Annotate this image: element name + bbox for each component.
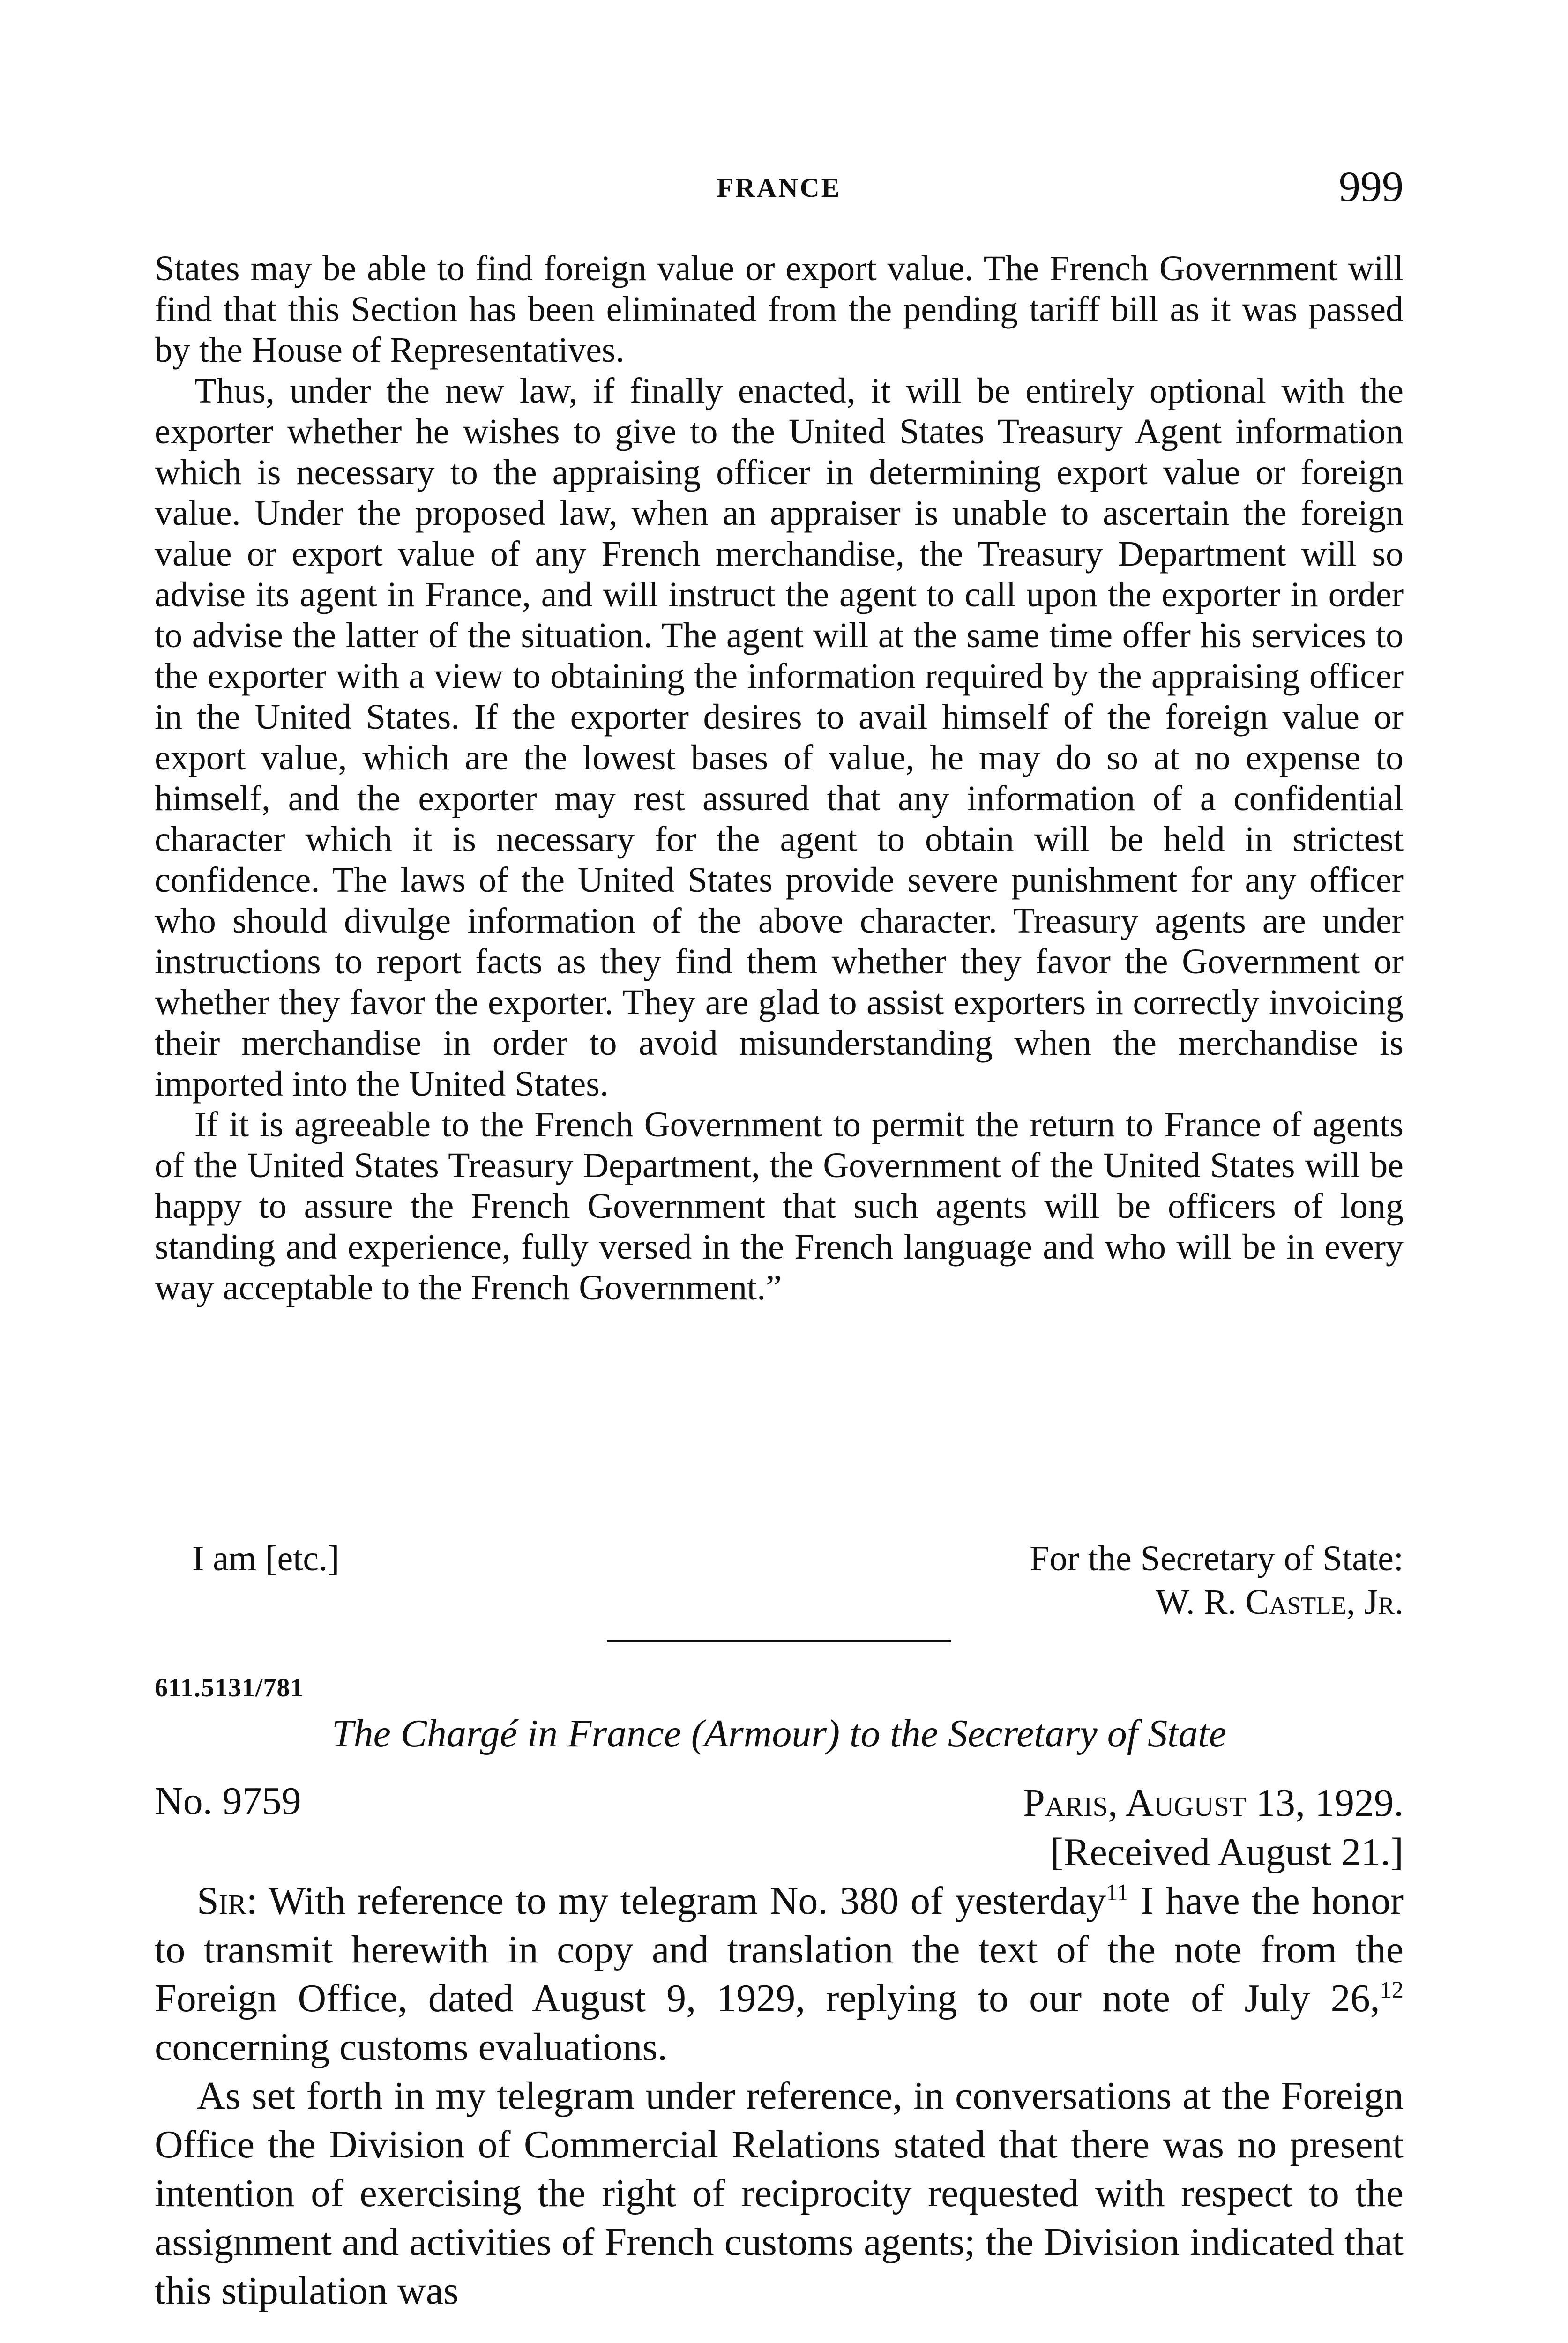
closing-text: I am [etc.] (192, 1539, 340, 1578)
letter-p1-part-c: concerning customs evaluations. (155, 2025, 668, 2069)
dateline (1023, 1778, 1404, 1877)
quoted-paragraph-2: Thus, under the new law, if finally enacted, it will be entirely optional with the exporter whether he wishes to give to the United States Treasury Agent information which is necessary to the appraising officer in determining export value or foreign value. Under the proposed law, when an appraiser is unable to ascertain the foreign value or export value of any French merchandise, the Treasury Department will so advise its agent in France, and will instruct the agent to call upon the exporter in order to advise the latter of the situation. The agent will at the same time offer his services to the exporter with a view to obtaining the information required by the appraising officer in the United States. If the exporter desires to avail himself of the foreign value or export value, which are the lowest bases of value, he may do so at no expense to himself, and the exporter may rest assured that any information of a confidential character which it is necessary for the agent to obtain will be held in strictest confidence. The laws of the United States provide severe punishment for any officer who should divulge information of the above character. Treasury agents are under instructions to report facts as they find them whether they favor the Government or whether they favor the exporter. They are glad to assist exporters in correctly invoicing their merchandise in order to avoid misunderstanding when the merchandise is imported into the United States. (155, 371, 1404, 1104)
footnote-ref-11[interactable]: 11 (1106, 1879, 1129, 1905)
place-date: Paris, August 13, 1929. (1023, 1781, 1404, 1825)
document-title: The Chargé in France (Armour) to the Secretary of State (331, 1712, 1227, 1755)
letter-paragraph-2: As set forth in my telegram under reference, in conversations at the Foreign Office the Division of Commercial Relations stated that there was no present intention of exercising the right of reciprocity requested with respect to the assignment and activities of French customs agents; the Division indicated that this stipulation was (155, 2074, 1404, 2313)
letter-p1-part-a: : With reference to my telegram No. 380 of yesterday (246, 1879, 1106, 1923)
footnote-ref-12[interactable]: 12 (1380, 1977, 1404, 2003)
signature-block (155, 1537, 1404, 1626)
letter-body (155, 1877, 1404, 2315)
running-title: FRANCE (717, 172, 842, 203)
file-number: 611.5131/781 (155, 1673, 304, 1702)
page-number: 999 (1339, 163, 1404, 210)
salutation: Sir (197, 1879, 246, 1923)
signature-for-line: For the Secretary of State: (1030, 1539, 1404, 1578)
quoted-paragraph-3: If it is agreeable to the French Government to permit the return to France of agents of the United States Treasury Department, the Government of the United States will be happy to assure the French Government that such agents will be officers of long standing and experience, fully versed in the French language and who will be in every way acceptable to the French Government.” (155, 1105, 1404, 1307)
quoted-note-body (155, 248, 1404, 1308)
section-divider (607, 1640, 951, 1642)
document-number: No. 9759 (155, 1779, 301, 1823)
running-head (155, 162, 1404, 213)
letter-paragraph-1 (155, 1877, 1404, 2072)
letter-p1-part-b: I have the honor to transmit herewith in copy and translation the text of the note from the Foreign Office, dated August 9, 1929, replying to our note of July 26, (155, 1879, 1404, 2020)
received-date: [Received August 21.] (1050, 1830, 1404, 1874)
signatory-name: W. R. Castle, Jr. (1156, 1582, 1404, 1622)
quoted-paragraph-1: States may be able to find foreign value or export value. The French Government will find that this Section has been eliminated from the pending tariff bill as it was passed by the House of Representatives. (155, 249, 1404, 370)
